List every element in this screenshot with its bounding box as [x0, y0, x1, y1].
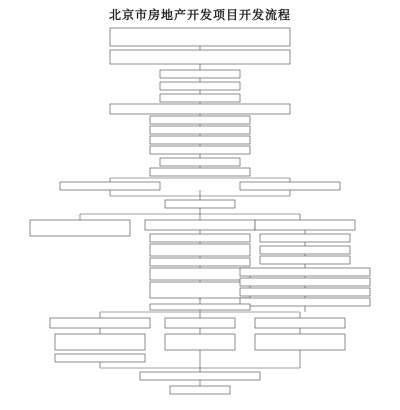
flow-node — [150, 136, 250, 144]
flow-node — [255, 220, 355, 230]
flow-node — [150, 168, 250, 176]
flow-node — [150, 146, 250, 154]
flow-node — [255, 334, 345, 350]
flow-node — [145, 220, 255, 230]
flow-node — [165, 200, 235, 208]
flow-node — [260, 246, 350, 254]
flow-node — [260, 234, 350, 242]
flow-node — [110, 50, 290, 64]
flow-node — [240, 182, 340, 190]
page-title: 北京市房地产开发项目开发流程 — [108, 8, 291, 22]
flow-node — [160, 94, 240, 102]
flow-node — [60, 182, 160, 190]
flow-node — [150, 282, 250, 298]
flow-node — [150, 258, 250, 266]
flow-node — [50, 318, 150, 328]
flow-node — [240, 288, 370, 296]
flow-node — [260, 256, 350, 264]
flow-node — [240, 278, 370, 286]
flow-node — [150, 116, 250, 124]
flow-node — [150, 126, 250, 134]
flow-node — [150, 244, 250, 256]
flow-node — [110, 28, 290, 46]
flow-node — [110, 104, 290, 114]
flow-node — [165, 318, 235, 328]
flow-node — [165, 334, 235, 350]
flow-node — [255, 318, 345, 328]
flow-node — [160, 70, 240, 78]
flow-node — [160, 158, 240, 166]
flow-node — [55, 334, 145, 350]
flow-node — [150, 268, 250, 280]
flow-node — [55, 354, 145, 362]
flow-node — [170, 386, 230, 394]
flow-node — [150, 304, 250, 310]
flow-node — [140, 372, 260, 380]
flow-node — [150, 234, 250, 242]
flow-node — [30, 220, 130, 236]
flow-node — [160, 82, 240, 90]
flow-node — [240, 268, 370, 276]
flow-node — [240, 298, 370, 306]
